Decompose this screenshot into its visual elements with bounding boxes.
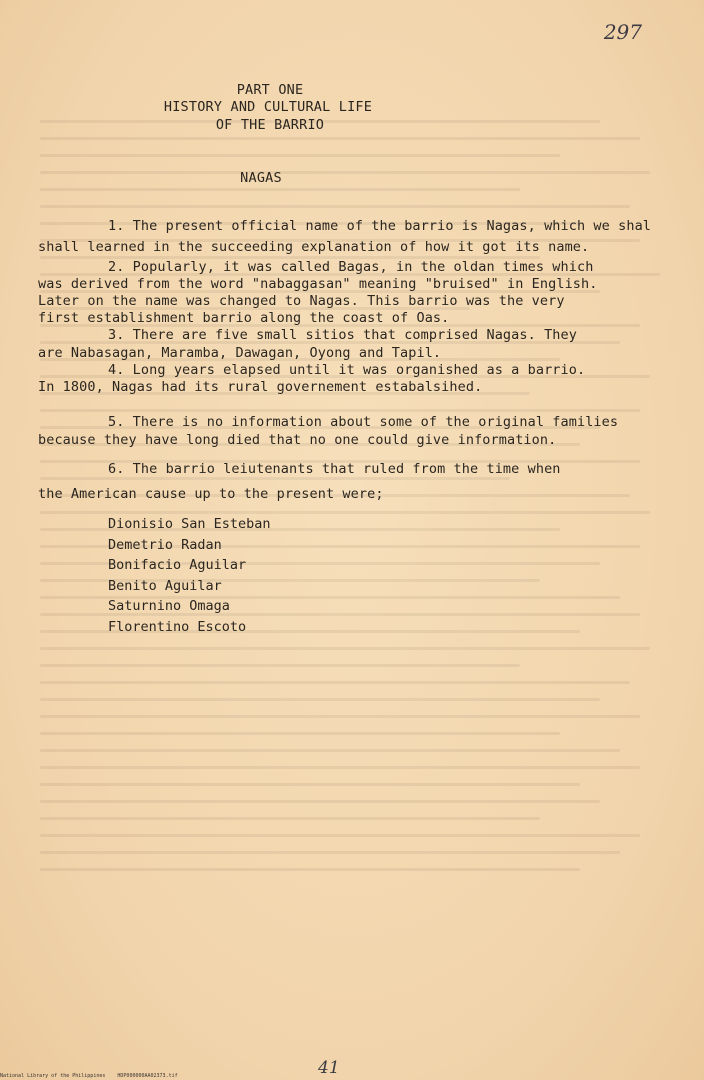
- lieutenant-name: Benito Aguilar: [108, 577, 222, 594]
- heading-barrio: OF THE BARRIO: [215, 117, 325, 133]
- paragraph-2-line-1: 2. Popularly, it was called Bagas, in the oldan times which: [108, 259, 594, 275]
- paragraph-6-line-2: the American cause up to the present were;: [38, 486, 384, 502]
- paragraph-4-line-1: 4. Long years elapsed until it was organished as a barrio.: [108, 362, 586, 378]
- paragraph-5-line-2: because they have long died that no one could give information.: [38, 432, 557, 448]
- lieutenant-name: Bonifacio Aguilar: [108, 557, 247, 573]
- paragraph-2-line-3: Later on the name was changed to Nagas. This barrio was the very: [38, 293, 565, 309]
- lieutenant-name: Saturnino Omaga: [108, 598, 230, 614]
- bottom-handwritten-mark: 41: [318, 1058, 340, 1078]
- lieutenant-name: Dionisio San Esteban: [108, 516, 271, 532]
- heading-part-one: PART ONE: [236, 82, 304, 98]
- paragraph-4-line-2: In 1800, Nagas had its rural governement estabalsihed.: [38, 379, 483, 395]
- paragraph-2-line-4: first establishment barrio along the coast of Oas.: [38, 310, 450, 326]
- paragraph-5-line-1: 5. There is no information about some of the original families: [108, 414, 619, 430]
- lieutenant-list: [108, 514, 271, 637]
- page-number: 297: [603, 20, 642, 44]
- subtitle-nagas: NAGAS: [240, 170, 282, 186]
- paragraph-2-line-2: was derived from the word "nabaggasan" meaning "bruised" in English.: [38, 276, 598, 292]
- paragraph-3-line-2: are Nabasagan, Maramba, Dawagan, Oyong and Tapil.: [38, 345, 442, 361]
- lieutenant-name: Florentino Escoto: [108, 618, 247, 635]
- paragraph-1-line-1: 1. The present official name of the barrio is Nagas, which we shal: [108, 218, 652, 234]
- archive-footer: National Library of the Philippines HDP000000AA02373.tif: [0, 1073, 178, 1079]
- paragraph-6-line-1: 6. The barrio leiutenants that ruled from the time when: [108, 461, 561, 477]
- heading-history: HISTORY AND CULTURAL LIFE: [163, 99, 373, 115]
- paragraph-1-line-2: shall learned in the succeeding explanation of how it got its name.: [38, 239, 590, 255]
- paragraph-3-line-1: 3. There are five small sitios that comprised Nagas. They: [108, 327, 577, 343]
- lieutenant-name: Demetrio Radan: [108, 536, 222, 553]
